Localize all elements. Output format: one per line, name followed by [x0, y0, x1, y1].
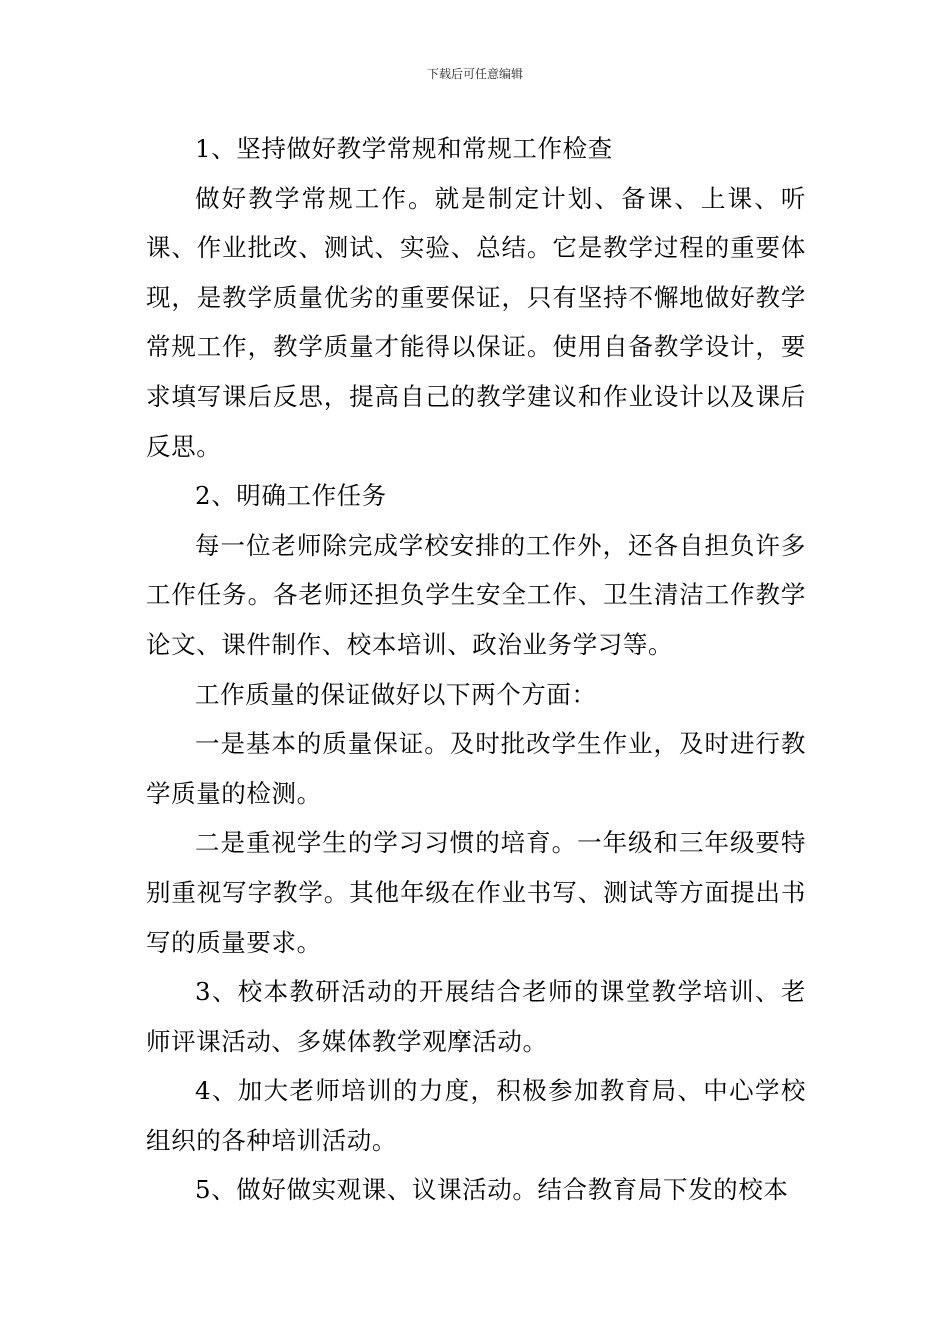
page-header: 下载后可任意编辑: [426, 67, 523, 81]
heading-item-2: 2、明确工作任务: [195, 481, 387, 511]
paragraph: 做好教学常规工作。就是制定计划、备课、上课、听课、作业批改、测试、实验、总结。它是教学过程的重要体现，是教学质量优劣的重要保证，只有坚持不懈地做好教学常规工作，教学质量才能得以保证。使用自备教学设计，要求填写课后反思，提高自己的教学建议和作业设计以及课后反思。: [146, 183, 806, 461]
paragraph: 每一位老师除完成学校安排的工作外，还各自担负许多工作任务。各老师还担负学生安全工作、卫生清洁工作教学论文、课件制作、校本培训、政治业务学习等。: [146, 530, 806, 659]
paragraph: 工作质量的保证做好以下两个方面：: [195, 679, 597, 709]
list-item-3: 3、校本教研活动的开展结合老师的课堂教学培训、老师评课活动、多媒体教学观摩活动。: [146, 977, 806, 1056]
paragraph: 一是基本的质量保证。及时批改学生作业，及时进行教学质量的检测。: [146, 729, 806, 808]
list-item-4: 4、加大老师培训的力度，积极参加教育局、中心学校组织的各种培训活动。: [146, 1076, 806, 1155]
paragraph: 二是重视学生的学习习惯的培育。一年级和三年级要特别重视写字教学。其他年级在作业书写、测试等方面提出书写的质量要求。: [146, 828, 806, 957]
list-item-5: 5、做好做实观课、议课活动。结合教育局下发的校本: [195, 1175, 789, 1205]
heading-item-1: 1、坚持做好教学常规和常规工作检查: [195, 134, 613, 163]
document-body: [146, 124, 806, 1215]
